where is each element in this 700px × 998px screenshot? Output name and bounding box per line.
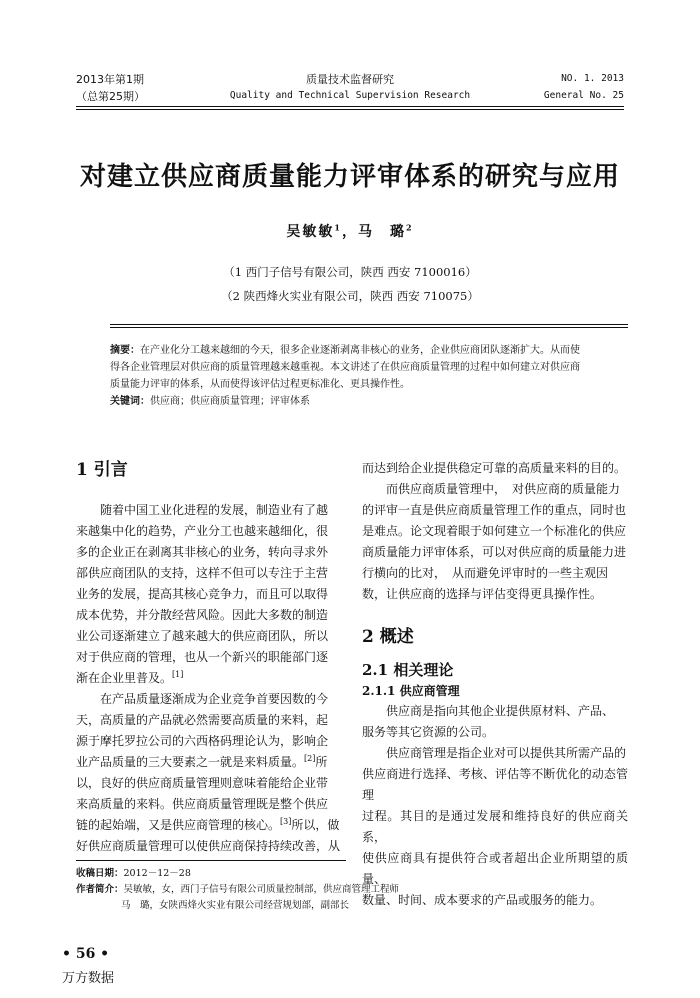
paragraph-line: 所	[315, 755, 328, 769]
paragraph-line: 业产品质量的三大要素之一就是来料质量。	[76, 755, 305, 769]
page-number: • 56 •	[62, 946, 110, 962]
right-column	[362, 458, 628, 911]
subsection-heading-related-theory: 2.1 相关理论	[362, 661, 454, 679]
paragraph-line: 链的起始端，又是供应商管理的核心。	[76, 818, 281, 832]
affiliation-1: （1 西门子信号有限公司，陕西 西安 7100016）	[223, 265, 477, 279]
paper-title: 对建立供应商质量能力评审体系的研究与应用	[79, 162, 620, 192]
paragraph-line: 源于摩托罗拉公司的六西格码理论认为，影响企	[76, 734, 329, 748]
citation: [1]	[172, 670, 184, 679]
author-name: 吴敏敏	[286, 224, 335, 240]
author-info-label: 作者简介：	[76, 884, 124, 895]
author-affiliation-marker: 1	[334, 222, 342, 233]
paragraph-line: 天，高质量的产品就必然需要高质量的来料，起	[76, 713, 329, 727]
subsubsection-heading-supplier-management: 2.1.1 供应商管理	[362, 684, 460, 698]
paragraph-line: 业务的发展，提高其核心竞争力，而且可以取得	[76, 587, 329, 601]
paragraph-line: 所以，做	[291, 818, 340, 832]
author-affiliation-marker: 2	[406, 222, 414, 233]
journal-title-cn: 质量技术监督研究	[306, 73, 394, 86]
paragraph-line: 商质量能力评审体系，可以对供应商的质量能力进	[362, 545, 627, 559]
paragraph-line: 行横向的比对， 从而避免评审时的一些主观因	[362, 566, 609, 580]
received-date: 2012－12－28	[123, 868, 191, 879]
paragraph-line: 随着中国工业化进程的发展，制造业有了越	[100, 503, 329, 517]
citation: [3]	[280, 817, 292, 826]
abstract-line: 在产业化分工越来越细的今天，很多企业逐渐剥离非核心的业务，企业供应商团队逐渐扩大。从而使	[140, 345, 580, 356]
abstract-line: 得各企业管理层对供应商的质量管理越来越重视。本文讲述了在供应商质量管理的过程中如何建立对供应商	[110, 362, 580, 373]
abstract-rule-top	[110, 324, 628, 325]
left-column	[76, 458, 344, 857]
paragraph-line: 在产品质量逐渐成为企业竞争首要因数的今	[100, 692, 329, 706]
abstract	[110, 342, 628, 410]
author-list	[0, 221, 700, 241]
paragraph-line: 来越集中化的趋势，产业分工也越来越细化，很	[76, 524, 329, 538]
keywords: 供应商；供应商质量管理；评审体系	[150, 396, 310, 407]
paragraph-line: 供应商管理是指企业对可以提供其所需产品的	[386, 746, 627, 760]
paragraph-line: 对于供应商的管理，也从一个新兴的职能部门逐	[76, 650, 329, 664]
keywords-label: 关键词：	[110, 396, 150, 407]
paragraph-line: 供应商进行选择、考核、评估等不断优化的动态管理	[362, 767, 628, 802]
watermark: 万方数据	[62, 971, 115, 986]
paragraph-line: 而达到给企业提供稳定可靠的高质量来料的目的。	[362, 461, 627, 475]
paragraph-line: 是难点。论文现着眼于如何建立一个标准化的供应	[362, 524, 627, 538]
affiliation-2: （2 陕西烽火实业有限公司，陕西 西安 710075）	[221, 289, 479, 303]
paragraph-line: 数，让供应商的选择与评估变得更具操作性。	[362, 587, 603, 601]
author-info-2: 马 璐，女陕西烽火实业有限公司经营规划部，副部长	[121, 900, 350, 911]
general-number: General No. 25	[543, 90, 624, 101]
paragraph-line: 的评审一直是供应商质量管理工作的重点，同时也	[362, 503, 627, 517]
issue-number: NO. 1. 2013	[561, 73, 624, 84]
paragraph-line: 来高质量的来料。供应商质量管理既是整个供应	[76, 797, 329, 811]
section-heading-overview: 2 概述	[362, 627, 414, 647]
paragraph-line: 好供应商质量管理可以使供应商保持持续改善，从	[76, 839, 341, 853]
header-rule-top	[76, 106, 624, 107]
paragraph-line: 以，良好的供应商质量管理则意味着能给企业带	[76, 776, 329, 790]
paragraph-line: 部供应商团队的支持，这样不但可以专注于主营	[76, 566, 329, 580]
abstract-rule-bottom	[110, 327, 628, 328]
paragraph-line: 业公司逐渐建立了越来越大的供应商团队，所以	[76, 629, 329, 643]
author-separator: ，	[342, 224, 358, 240]
paragraph-line: 服务等其它资源的公司。	[362, 725, 495, 739]
abstract-label: 摘要：	[110, 345, 140, 356]
paragraph-line: 数量、时间、成本要求的产品或服务的能力。	[362, 893, 603, 907]
issue-label: 2013年第1期	[76, 73, 144, 86]
paragraph-line: 多的企业正在剥离其非核心的业务，转向寻求外	[76, 545, 329, 559]
paragraph-line: 成本优势，并分散经营风险。因此大多数的制造	[76, 608, 329, 622]
paragraph-line: 渐在企业里普及。	[76, 671, 173, 685]
total-issue-label: （总第25期）	[76, 90, 145, 103]
journal-title-en: Quality and Technical Supervision Research	[229, 90, 471, 101]
header-rule-bottom	[76, 109, 624, 110]
footnote-rule	[76, 860, 346, 861]
paragraph-line: 使供应商具有提供符合或者超出企业所期望的质量、	[362, 851, 628, 886]
received-date-label: 收稿日期：	[76, 868, 124, 879]
paragraph-line: 而供应商质量管理中， 对供应商的质量能力	[386, 482, 621, 496]
abstract-line: 质量能力评审的体系，从而使得该评估过程更标准化、更具操作性。	[110, 379, 410, 390]
citation: [2]	[304, 754, 316, 763]
section-heading-introduction: 1 引言	[76, 460, 128, 480]
paragraph-line: 过程。其目的是通过发展和维持良好的供应商关系，	[362, 809, 628, 844]
author-info-1: 吴敏敏，女，西门子信号有限公司质量控制部，供应商管理工程师	[123, 884, 400, 895]
author-name: 马 璐	[358, 224, 406, 240]
paragraph-line: 供应商是指向其他企业提供原材料、产品、	[386, 704, 615, 718]
footnote	[76, 866, 636, 914]
